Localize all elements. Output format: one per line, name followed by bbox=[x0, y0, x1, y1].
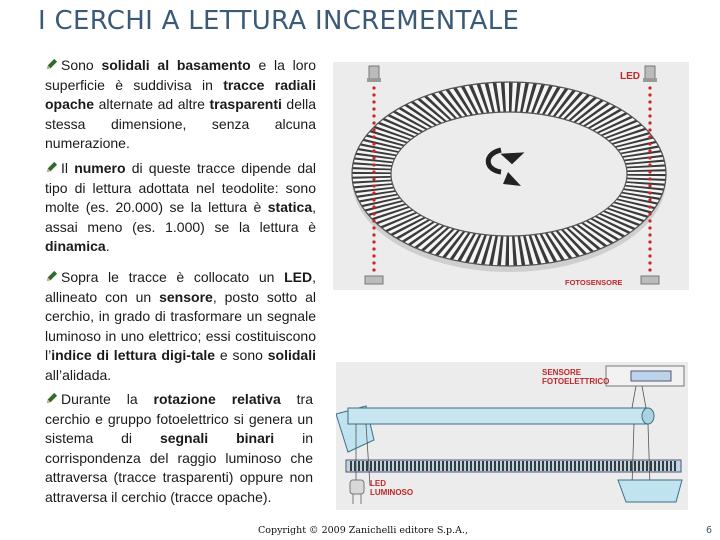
graduation-tick bbox=[414, 461, 416, 471]
graduation-tick bbox=[562, 461, 564, 471]
graduation-tick bbox=[578, 461, 580, 471]
graduation-tick bbox=[454, 461, 456, 471]
photosensor-right-icon bbox=[641, 276, 659, 284]
graduation-tick bbox=[606, 461, 608, 471]
beam-dot bbox=[648, 177, 651, 180]
graduation-tick bbox=[410, 461, 412, 471]
beam-dot bbox=[648, 191, 651, 194]
beam-dot bbox=[372, 247, 375, 250]
graduation-tick bbox=[538, 461, 540, 471]
incremental-circle-illustration bbox=[333, 62, 689, 290]
optical-path-figure bbox=[336, 362, 688, 510]
beam-dot bbox=[648, 212, 651, 215]
beam-dot bbox=[372, 268, 375, 271]
graduation-tick bbox=[506, 461, 508, 471]
led-icon bbox=[350, 480, 364, 504]
graduation-tick bbox=[466, 461, 468, 471]
beam-dot bbox=[648, 163, 651, 166]
pencil-bullet-icon bbox=[45, 392, 58, 405]
graduation-tick bbox=[574, 461, 576, 471]
led-label: LED bbox=[620, 71, 640, 82]
text-run: Il bbox=[61, 160, 75, 176]
graduation-tick bbox=[474, 461, 476, 471]
graduation-tick bbox=[498, 461, 500, 471]
beam-dot bbox=[648, 240, 651, 243]
graduation-tick bbox=[486, 461, 488, 471]
bold-term: rotazione relativa bbox=[153, 391, 281, 407]
graduation-tick bbox=[526, 461, 528, 471]
graduation-tick bbox=[374, 461, 376, 471]
graduation-tick bbox=[462, 461, 464, 471]
graduation-tick bbox=[542, 461, 544, 471]
text-run: e sono bbox=[215, 347, 268, 363]
bold-term: indice di lettura digi-tale bbox=[51, 347, 216, 363]
slide-title: I CERCHI A LETTURA INCREMENTALE bbox=[38, 6, 520, 36]
graduation-tick bbox=[366, 461, 368, 471]
graduation-tick bbox=[458, 461, 460, 471]
beam-dot bbox=[648, 93, 651, 96]
beam-dot bbox=[372, 121, 375, 124]
pencil-bullet-icon bbox=[45, 161, 58, 174]
beam-dot bbox=[648, 156, 651, 159]
graduation-tick bbox=[658, 461, 660, 471]
graduation-tick bbox=[590, 461, 592, 471]
graduation-tick bbox=[362, 461, 364, 471]
graduation-tick bbox=[446, 461, 448, 471]
beam-dot bbox=[648, 135, 651, 138]
graduation-tick bbox=[522, 461, 524, 471]
graduation-tick bbox=[482, 461, 484, 471]
paragraph-led-sensor bbox=[45, 268, 316, 385]
graduation-tick bbox=[514, 461, 516, 471]
graduation-tick bbox=[394, 461, 396, 471]
bold-term: sensore bbox=[159, 288, 213, 305]
graduation-tick bbox=[534, 461, 536, 471]
beam-dot bbox=[372, 205, 375, 208]
beam-dot bbox=[372, 198, 375, 201]
graduation-tick bbox=[638, 461, 640, 471]
beam-dot bbox=[648, 226, 651, 229]
graduation-tick bbox=[442, 461, 444, 471]
graduation-tick bbox=[582, 461, 584, 471]
graduation-tick bbox=[622, 461, 624, 471]
beam-dot bbox=[648, 261, 651, 264]
beam-dot bbox=[648, 170, 651, 173]
beam-dot bbox=[372, 254, 375, 257]
beam-dot bbox=[648, 205, 651, 208]
pencil-bullet-icon bbox=[45, 58, 58, 71]
text-run: alternate ad altre bbox=[94, 96, 210, 112]
led-label-line1: LED bbox=[370, 479, 386, 488]
graduation-tick bbox=[586, 461, 588, 471]
beam-dot bbox=[372, 191, 375, 194]
graduation-tick bbox=[426, 461, 428, 471]
beam-dot bbox=[372, 261, 375, 264]
beam-dot bbox=[372, 184, 375, 187]
bold-term: tracce radiali opache bbox=[45, 76, 316, 112]
beam-dot bbox=[648, 254, 651, 257]
beam-dot bbox=[648, 128, 651, 131]
text-run: all’alidada. bbox=[45, 366, 112, 383]
graduation-tick bbox=[566, 461, 568, 471]
graduation-tick bbox=[594, 461, 596, 471]
beam-dot bbox=[372, 240, 375, 243]
text-run: e la loro superficie è suddivisa in bbox=[45, 57, 316, 93]
graduation-tick bbox=[378, 461, 380, 471]
graduation-tick bbox=[634, 461, 636, 471]
graduation-tick bbox=[558, 461, 560, 471]
graduation-tick bbox=[470, 461, 472, 471]
bold-term: LED bbox=[284, 269, 313, 285]
graduation-tick bbox=[610, 461, 612, 471]
graduation-tick bbox=[370, 461, 372, 471]
graduation-tick bbox=[382, 461, 384, 471]
beam-dot bbox=[372, 226, 375, 229]
bold-term: solidali bbox=[267, 347, 316, 363]
beam-dot bbox=[648, 198, 651, 201]
bold-term: numero bbox=[74, 160, 126, 176]
graduation-tick bbox=[598, 461, 600, 471]
graduation-tick bbox=[666, 461, 668, 471]
bold-term: segnali binari bbox=[159, 430, 275, 446]
text-run: tra cerchio e gruppo fotoelettrico si genera un sistema di bbox=[45, 391, 313, 446]
beam-dot bbox=[648, 114, 651, 117]
led-label-line2: LUMINOSO bbox=[370, 488, 414, 497]
sensor-label-line2: FOTOELETTRICO bbox=[542, 377, 610, 386]
beam-dot bbox=[372, 107, 375, 110]
graduation-tick bbox=[350, 461, 352, 471]
beam-dot bbox=[372, 149, 375, 152]
paragraph-number-of-tracks bbox=[45, 159, 316, 257]
copyright-footer: Copyright © 2009 Zanichelli editore S.p.A., bbox=[258, 525, 469, 536]
sensor-label-line1: SENSORE bbox=[542, 368, 582, 377]
graduation-tick bbox=[422, 461, 424, 471]
beam-dot bbox=[648, 121, 651, 124]
graduation-tick bbox=[402, 461, 404, 471]
incremental-circle-figure bbox=[333, 62, 689, 290]
beam-dot bbox=[648, 86, 651, 89]
photosensor-left-icon bbox=[365, 276, 383, 284]
page-number: 6 bbox=[706, 525, 713, 536]
graduation-tick bbox=[670, 461, 672, 471]
graduation-tick bbox=[438, 461, 440, 471]
graduation-tick bbox=[518, 461, 520, 471]
optical-path-illustration bbox=[336, 362, 688, 510]
graduation-tick bbox=[630, 461, 632, 471]
text-run: , allineato con un bbox=[45, 269, 316, 305]
beam-dot bbox=[372, 142, 375, 145]
graduation-tick bbox=[490, 461, 492, 471]
bold-term: trasparenti bbox=[209, 96, 282, 112]
graduation-tick bbox=[478, 461, 480, 471]
graduation-tick bbox=[546, 461, 548, 471]
photosensor-label: FOTOSENSORE bbox=[565, 278, 623, 287]
beam-dot bbox=[372, 163, 375, 166]
graduation-tick bbox=[662, 461, 664, 471]
beam-dot bbox=[372, 86, 375, 89]
graduation-tick bbox=[550, 461, 552, 471]
right-prism-icon bbox=[618, 480, 682, 502]
text-run: Sopra le tracce è collocato un bbox=[61, 269, 285, 285]
graduation-tick bbox=[602, 461, 604, 471]
graduation-tick bbox=[642, 461, 644, 471]
beam-dot bbox=[648, 149, 651, 152]
beam-dot bbox=[372, 156, 375, 159]
beam-dot bbox=[372, 93, 375, 96]
graduation-tick bbox=[510, 461, 512, 471]
bold-term: solidali al basamento bbox=[101, 57, 251, 73]
beam-dot bbox=[648, 247, 651, 250]
graduation-tick bbox=[626, 461, 628, 471]
text-run: della stessa dimensione, senza alcuna numerazione. bbox=[45, 96, 317, 151]
lens-tube bbox=[348, 408, 648, 424]
text-run: Sono bbox=[61, 57, 102, 73]
graduation-tick bbox=[398, 461, 400, 471]
graduation-tick bbox=[450, 461, 452, 471]
graduation-tick bbox=[618, 461, 620, 471]
beam-dot bbox=[648, 107, 651, 110]
text-run: , assai meno (es. 1.000) se la lettura è bbox=[45, 199, 316, 235]
graduation-tick bbox=[406, 461, 408, 471]
graduation-tick bbox=[494, 461, 496, 471]
graduation-tick bbox=[654, 461, 656, 471]
text-run: Durante la bbox=[61, 391, 154, 407]
beam-dot bbox=[372, 219, 375, 222]
graduation-tick bbox=[614, 461, 616, 471]
beam-dot bbox=[372, 135, 375, 138]
beam-dot bbox=[648, 142, 651, 145]
paragraph-solid-base bbox=[45, 56, 316, 154]
graduation-tick bbox=[386, 461, 388, 471]
graduation-tick bbox=[502, 461, 504, 471]
paragraph-relative-rotation bbox=[45, 390, 313, 507]
beam-dot bbox=[372, 177, 375, 180]
beam-dot bbox=[648, 100, 651, 103]
beam-dot bbox=[648, 219, 651, 222]
graduation-tick bbox=[674, 461, 676, 471]
graduation-tick bbox=[390, 461, 392, 471]
graduation-tick bbox=[358, 461, 360, 471]
graduation-tick bbox=[570, 461, 572, 471]
beam-dot bbox=[372, 100, 375, 103]
pencil-bullet-icon bbox=[45, 270, 58, 283]
beam-dot bbox=[648, 233, 651, 236]
graduation-tick bbox=[530, 461, 532, 471]
graduation-tick bbox=[650, 461, 652, 471]
beam-dot bbox=[372, 170, 375, 173]
text-run: , posto sotto al cerchio, in grado di trasformare un segnale luminoso in uno elettrico; essi costituiscono l’ bbox=[45, 288, 317, 363]
graduation-tick bbox=[430, 461, 432, 471]
beam-dot bbox=[372, 233, 375, 236]
beam-dot bbox=[372, 128, 375, 131]
led-right-icon bbox=[643, 66, 657, 82]
graduation-tick bbox=[554, 461, 556, 471]
text-run: in corrispondenza del raggio luminoso che attraversa (tracce trasparenti) oppure non attraversa il cerchio (tracce opache). bbox=[45, 430, 313, 505]
text-run: di queste tracce dipende dal tipo di lettura adottata nel teodolite: sono molte (es. 20.000) se la lettura è bbox=[45, 160, 317, 215]
graduation-tick bbox=[418, 461, 420, 471]
graduation-tick bbox=[646, 461, 648, 471]
bold-term: dinamica bbox=[45, 238, 106, 254]
beam-dot bbox=[648, 184, 651, 187]
beam-dot bbox=[648, 268, 651, 271]
beam-dot bbox=[372, 114, 375, 117]
text-run: . bbox=[105, 238, 110, 254]
graduation-tick bbox=[434, 461, 436, 471]
bold-term: statica bbox=[267, 199, 313, 215]
beam-dot bbox=[372, 212, 375, 215]
led-left-icon bbox=[367, 66, 381, 82]
